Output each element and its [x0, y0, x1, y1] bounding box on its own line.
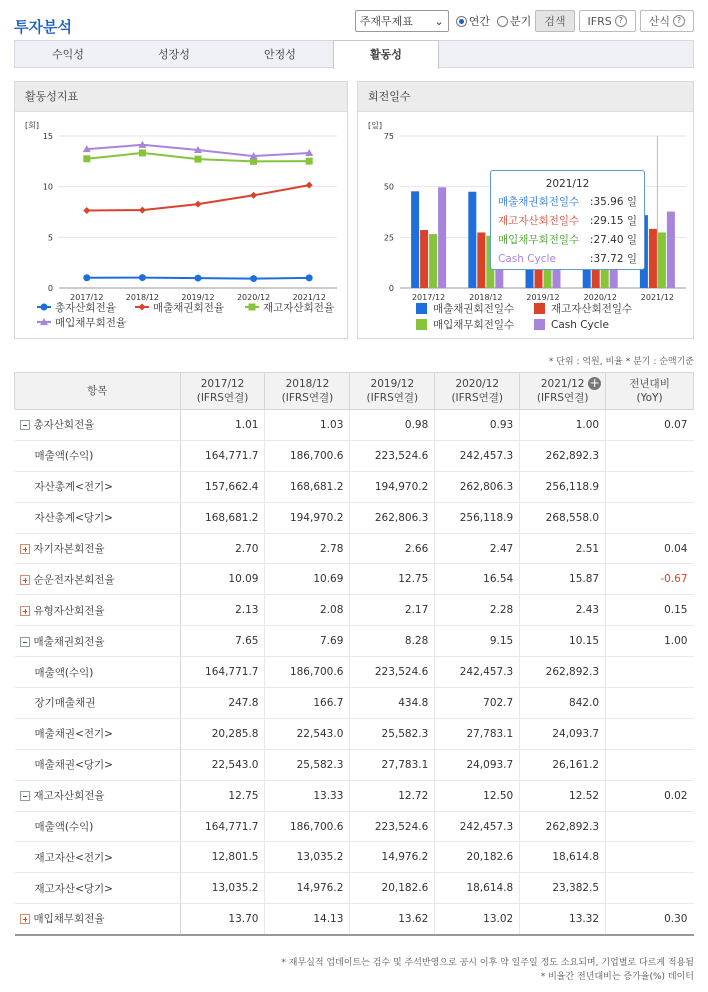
value-cell: 242,457.3	[435, 811, 520, 842]
value-cell: 8.28	[350, 626, 435, 657]
data-point	[139, 149, 146, 156]
activity-line-chart	[15, 112, 347, 338]
yoy-cell	[606, 657, 694, 688]
header-period: 2020/12 (IFRS연결)	[435, 373, 520, 410]
tooltip-row-value: :27.40 일	[589, 234, 637, 246]
value-cell: 262,892.3	[520, 440, 606, 471]
value-cell: 168,681.2	[180, 502, 265, 533]
value-cell: 10.09	[180, 564, 265, 595]
statement-select-value: 주재무제표	[359, 15, 413, 28]
x-tick-label: 2021/12	[640, 293, 675, 302]
yoy-cell: 0.30	[606, 904, 694, 935]
value-cell: 25,582.3	[265, 749, 350, 780]
row-label[interactable]	[15, 595, 181, 626]
value-cell: 24,093.7	[435, 749, 520, 780]
y-tick-label: 25	[383, 233, 394, 243]
value-cell: 842.0	[520, 688, 606, 719]
value-cell: 164,771.7	[180, 657, 265, 688]
legend-label: 매출채권회전일수	[433, 303, 515, 315]
value-cell: 2.17	[350, 595, 435, 626]
row-label-text: 자기자본회전율	[33, 543, 105, 555]
row-label	[15, 502, 181, 533]
legend-label: Cash Cycle	[551, 319, 609, 331]
value-cell: 18,614.8	[435, 873, 520, 904]
value-cell: 9.15	[435, 626, 520, 657]
tab-activity[interactable]: 활동성	[333, 40, 439, 69]
tooltip-row-label: 매입채무회전일수	[498, 234, 580, 246]
turnover-days-title: 회전일수	[358, 82, 693, 112]
page-title: 투자분석	[14, 18, 72, 36]
table-row	[15, 780, 694, 811]
add-period-icon[interactable]: +	[589, 376, 600, 390]
value-cell: 10.69	[265, 564, 350, 595]
row-label[interactable]	[15, 904, 181, 935]
value-cell: 27,783.1	[350, 749, 435, 780]
row-label-text: 재고자산<당기>	[34, 882, 113, 895]
value-cell: 20,182.6	[350, 873, 435, 904]
value-cell: 13.02	[435, 904, 520, 935]
value-cell: 242,457.3	[435, 440, 520, 471]
row-label-text: 매출채권<전기>	[34, 728, 113, 741]
formula-help-button[interactable]	[640, 10, 694, 32]
table-row	[15, 471, 694, 502]
legend-label: 총자산회전율	[55, 302, 116, 314]
value-cell: 22,543.0	[180, 749, 265, 780]
legend-label: 매입채무회전율	[55, 317, 127, 329]
tooltip-rows	[498, 193, 637, 269]
row-label[interactable]	[15, 410, 181, 441]
value-cell: 223,524.6	[350, 440, 435, 471]
table-header-row	[15, 373, 694, 410]
data-point	[306, 182, 313, 189]
row-label-text: 매출액(수익)	[34, 821, 94, 834]
tab-stability[interactable]: 안정성	[264, 48, 296, 61]
unit-note: * 단위 : 억원, 비율 * 분기 : 순액기준	[548, 357, 694, 367]
yoy-cell: 0.07	[606, 410, 694, 441]
tab-growth[interactable]: 성장성	[158, 48, 190, 61]
legend-item	[416, 302, 514, 315]
yoy-cell	[606, 502, 694, 533]
legend-label: 매입채무회전일수	[433, 319, 515, 331]
value-cell: 186,700.6	[265, 440, 350, 471]
value-cell: 13,035.2	[180, 873, 265, 904]
statement-select[interactable]	[355, 10, 449, 32]
row-label	[15, 811, 181, 842]
tooltip-row-label: 매출채권회전일수	[498, 196, 580, 208]
value-cell: 1.00	[520, 410, 606, 441]
table-body	[15, 410, 694, 935]
value-cell: 14.13	[265, 904, 350, 935]
tab-profitability[interactable]: 수익성	[52, 48, 84, 61]
bar	[429, 234, 437, 288]
yoy-cell	[606, 842, 694, 873]
yoy-cell	[606, 718, 694, 749]
analysis-tabs	[14, 40, 694, 68]
data-point	[195, 201, 202, 208]
tooltip-row	[498, 250, 637, 269]
collapse-icon[interactable]	[20, 420, 30, 430]
activity-indicator-panel	[14, 81, 348, 339]
value-cell: 157,662.4	[180, 471, 265, 502]
row-label-text: 유형자산회전율	[33, 604, 105, 617]
radio-annual-dot[interactable]	[456, 16, 467, 27]
value-cell: 164,771.7	[180, 440, 265, 471]
x-tick-label: 2020/12	[236, 293, 271, 302]
data-point	[250, 192, 257, 199]
value-cell: 7.65	[180, 626, 265, 657]
legend-item	[37, 316, 126, 329]
legend-item	[534, 302, 632, 315]
value-cell: 164,771.7	[180, 811, 265, 842]
table-row	[15, 626, 694, 657]
y-tick-label: 0	[47, 284, 53, 293]
value-cell: 13.62	[350, 904, 435, 935]
yoy-cell	[606, 811, 694, 842]
y-tick-label: 10	[42, 182, 53, 192]
yoy-cell	[606, 688, 694, 719]
y-tick-label: 15	[42, 132, 53, 141]
row-label	[15, 471, 181, 502]
value-cell: 223,524.6	[350, 657, 435, 688]
value-cell: 23,382.5	[520, 873, 606, 904]
value-cell: 242,457.3	[435, 657, 520, 688]
row-label[interactable]	[15, 533, 181, 564]
tooltip-row-value: :29.15 일	[589, 215, 637, 227]
bar	[438, 187, 446, 288]
expand-icon[interactable]	[20, 606, 30, 616]
data-point	[306, 274, 313, 281]
footnote-1: * 재무실적 업데이트는 검수 및 주석반영으로 공시 이후 약 일주일 정도 소요되며, 기업별로 다르게 적용됨	[281, 958, 694, 968]
y-tick-label: 0	[388, 284, 394, 293]
value-cell: 168,681.2	[265, 471, 350, 502]
yoy-cell	[606, 471, 694, 502]
value-cell: 2.78	[265, 533, 350, 564]
value-cell: 2.51	[520, 533, 606, 564]
value-cell: 16.54	[435, 564, 520, 595]
row-label-text: 재고자산회전율	[33, 790, 105, 803]
value-cell: 2.13	[180, 595, 265, 626]
controls	[355, 10, 694, 32]
tooltip-row	[498, 193, 637, 212]
tooltip-row	[498, 212, 637, 231]
x-tick-label: 2020/12	[583, 293, 617, 302]
value-cell: 262,806.3	[350, 502, 435, 533]
table-row	[15, 440, 694, 471]
radio-quarter-label: 분기	[510, 15, 532, 28]
value-cell: 256,118.9	[435, 502, 520, 533]
x-tick-label: 2017/12	[70, 293, 104, 302]
tooltip-row-label: Cash Cycle	[498, 253, 556, 265]
row-label-text: 재고자산<전기>	[34, 851, 113, 864]
legend-label: 매출채권회전율	[153, 302, 225, 314]
row-label	[15, 842, 181, 873]
table-row	[15, 657, 694, 688]
value-cell: 7.69	[265, 626, 350, 657]
table-row	[15, 873, 694, 904]
row-label-text: 매입채무회전율	[33, 913, 105, 926]
table-row	[15, 595, 694, 626]
header	[14, 10, 694, 36]
row-label[interactable]	[15, 626, 181, 657]
expand-icon[interactable]	[20, 914, 30, 924]
value-cell: 166.7	[265, 688, 350, 719]
value-cell: 194,970.2	[265, 502, 350, 533]
table-row	[15, 718, 694, 749]
value-cell: 2.43	[520, 595, 606, 626]
row-label-text: 매출채권<당기>	[34, 759, 113, 772]
row-label-text: 장기매출채권	[34, 697, 96, 710]
collapse-icon[interactable]	[20, 637, 30, 647]
activity-indicator-title: 활동성지표	[15, 82, 347, 112]
value-cell: 12,801.5	[180, 842, 265, 873]
value-cell: 2.70	[180, 533, 265, 564]
tooltip-row-value: :35.96 일	[589, 196, 637, 208]
question-icon: ?	[673, 15, 685, 27]
x-tick-label: 2019/12	[526, 293, 560, 302]
y-tick-label: 75	[383, 132, 394, 141]
y-tick-label: 5	[47, 233, 53, 243]
data-point	[250, 275, 257, 282]
x-tick-label: 2021/12	[292, 293, 326, 302]
bar	[477, 232, 485, 288]
header-period: 2017/12 (IFRS연결)	[180, 373, 265, 410]
value-cell: 12.52	[520, 780, 606, 811]
formula-label: 산식	[648, 15, 670, 28]
value-cell: 22,543.0	[265, 718, 350, 749]
value-cell: 434.8	[350, 688, 435, 719]
question-icon: ?	[615, 15, 627, 27]
yoy-cell: -0.67	[606, 564, 694, 595]
legend-label: 재고자산회전율	[263, 302, 335, 314]
table-row	[15, 904, 694, 935]
value-cell: 12.50	[435, 780, 520, 811]
y-tick-label: 50	[383, 182, 394, 192]
value-cell: 26,161.2	[520, 749, 606, 780]
expand-icon[interactable]	[20, 544, 30, 554]
value-cell: 262,806.3	[435, 471, 520, 502]
value-cell: 186,700.6	[265, 811, 350, 842]
value-cell: 20,285.8	[180, 718, 265, 749]
data-point	[195, 275, 202, 282]
footnote-2: * 비율간 전년대비는 증가율(%) 데이터	[540, 972, 694, 982]
header-item: 항목	[15, 373, 181, 410]
legend-label: 재고자산회전일수	[551, 303, 633, 315]
value-cell: 262,892.3	[520, 657, 606, 688]
table-row	[15, 811, 694, 842]
x-tick-label: 2018/12	[469, 293, 503, 302]
tooltip-row-value: :37.72 일	[589, 253, 637, 265]
value-cell: 12.72	[350, 780, 435, 811]
yoy-cell: 1.00	[606, 626, 694, 657]
value-cell: 12.75	[180, 780, 265, 811]
search-button[interactable]: 검색	[535, 10, 574, 32]
table-row	[15, 564, 694, 595]
value-cell: 0.98	[350, 410, 435, 441]
bar	[420, 230, 428, 288]
table-row	[15, 502, 694, 533]
data-point	[83, 155, 90, 162]
table-row	[15, 749, 694, 780]
yoy-cell	[606, 873, 694, 904]
value-cell: 13,035.2	[265, 842, 350, 873]
x-tick-label: 2019/12	[181, 293, 215, 302]
value-cell: 13.33	[265, 780, 350, 811]
row-label-text: 매출액(수익)	[34, 666, 94, 679]
y-axis-unit: [회]	[25, 121, 39, 130]
value-cell: 2.47	[435, 533, 520, 564]
activity-table	[14, 372, 694, 936]
row-label	[15, 440, 181, 471]
x-tick-label: 2017/12	[411, 293, 446, 302]
row-label-text: 총자산회전율	[33, 419, 95, 432]
radio-quarter[interactable]	[497, 13, 531, 29]
tooltip-row-label: 재고자산회전일수	[498, 215, 580, 227]
table-row	[15, 533, 694, 564]
radio-annual[interactable]	[456, 13, 490, 29]
bar	[658, 232, 666, 288]
bar	[667, 212, 675, 288]
ifrs-label: IFRS	[587, 14, 612, 28]
value-cell: 223,524.6	[350, 811, 435, 842]
data-point	[195, 156, 202, 163]
bar	[649, 229, 657, 288]
legend-item	[37, 301, 116, 314]
value-cell: 14,976.2	[265, 873, 350, 904]
value-cell: 27,783.1	[435, 718, 520, 749]
table-row	[15, 842, 694, 873]
header-period: 2021/12 (IFRS연결) +	[520, 373, 606, 410]
radio-annual-label: 연간	[468, 15, 490, 28]
value-cell: 13.70	[180, 904, 265, 935]
row-label	[15, 873, 181, 904]
row-label-text: 매출채권회전율	[33, 635, 105, 648]
value-cell: 1.01	[180, 410, 265, 441]
data-point	[83, 207, 90, 214]
yoy-cell	[606, 440, 694, 471]
legend-item	[534, 319, 609, 331]
value-cell: 194,970.2	[350, 471, 435, 502]
value-cell: 247.8	[180, 688, 265, 719]
bar	[411, 191, 419, 288]
value-cell: 13.32	[520, 904, 606, 935]
data-point	[139, 207, 146, 214]
table-row	[15, 410, 694, 441]
row-label[interactable]	[15, 564, 181, 595]
row-label-text: 자산총계<당기>	[34, 512, 113, 525]
value-cell: 256,118.9	[520, 471, 606, 502]
value-cell: 262,892.3	[520, 811, 606, 842]
ifrs-help-button[interactable]	[579, 10, 636, 32]
row-label-text: 자산총계<전기>	[34, 481, 113, 494]
expand-icon[interactable]	[20, 575, 30, 585]
data-point	[306, 158, 313, 165]
row-label-text: 순운전자본회전율	[33, 573, 115, 586]
row-label	[15, 718, 181, 749]
value-cell: 702.7	[435, 688, 520, 719]
chart-tooltip	[490, 170, 645, 270]
value-cell: 18,614.8	[520, 842, 606, 873]
row-label[interactable]	[15, 780, 181, 811]
tooltip-row	[498, 231, 637, 250]
yoy-cell	[606, 749, 694, 780]
row-label	[15, 749, 181, 780]
legend-item	[245, 301, 334, 314]
value-cell: 10.15	[520, 626, 606, 657]
value-cell: 268,558.0	[520, 502, 606, 533]
row-label	[15, 657, 181, 688]
x-tick-label: 2018/12	[125, 293, 160, 302]
data-point	[139, 274, 146, 281]
collapse-icon[interactable]	[20, 791, 30, 801]
header-period: 전년대비 (YoY)	[606, 373, 694, 410]
chevron-down-icon: ⌄	[434, 14, 444, 28]
row-label-text: 매출액(수익)	[34, 450, 94, 463]
yoy-cell: 0.04	[606, 533, 694, 564]
row-label	[15, 688, 181, 719]
value-cell: 2.08	[265, 595, 350, 626]
value-cell: 24,093.7	[520, 718, 606, 749]
value-cell: 1.03	[265, 410, 350, 441]
value-cell: 20,182.6	[435, 842, 520, 873]
yoy-cell: 0.02	[606, 780, 694, 811]
header-period: 2019/12 (IFRS연결)	[350, 373, 435, 410]
yoy-cell: 0.15	[606, 595, 694, 626]
tooltip-title: 2021/12	[545, 178, 590, 190]
value-cell: 2.66	[350, 533, 435, 564]
data-point	[83, 274, 90, 281]
value-cell: 0.93	[435, 410, 520, 441]
value-cell: 15.87	[520, 564, 606, 595]
value-cell: 186,700.6	[265, 657, 350, 688]
value-cell: 25,582.3	[350, 718, 435, 749]
value-cell: 12.75	[350, 564, 435, 595]
legend-item	[416, 318, 514, 331]
bar	[468, 192, 476, 288]
value-cell: 14,976.2	[350, 842, 435, 873]
radio-quarter-dot[interactable]	[497, 16, 508, 27]
value-cell: 2.28	[435, 595, 520, 626]
legend-item	[135, 301, 224, 314]
y-axis-unit: [일]	[368, 121, 382, 130]
table-row	[15, 688, 694, 719]
header-period: 2018/12 (IFRS연결)	[265, 373, 350, 410]
